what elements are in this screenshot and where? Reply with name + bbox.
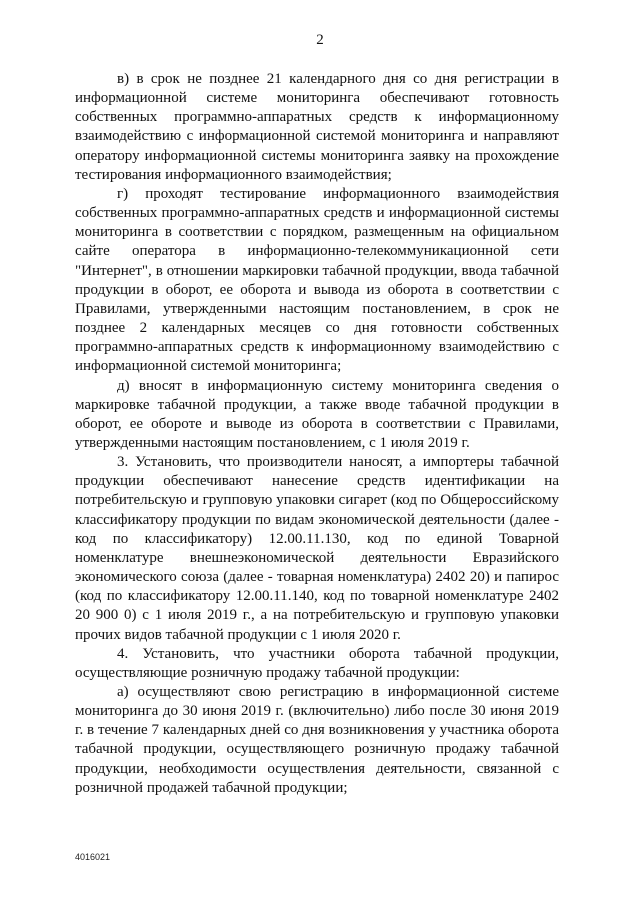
paragraph-g: г) проходят тестирование информационного взаимодействия собственных программно-аппаратных средств и информационной системы мониторинга в соответствии с порядком, размещенным на официальном сайте оператора в информационно-телекоммуникационной сети "Интернет", в отношении маркировки табачной продукции, ввода табачной продукции в оборот, ее оборота и вывода из оборота в соответствии с Правилами, утвержденными настоящим постановлением, в срок не позднее 2 календарных месяцев со дня готовности собственных программно-аппаратных средств к информационному взаимодействию с информационной системой мониторинга;	[75, 185, 559, 375]
page-number: 2	[316, 32, 324, 48]
paragraph-item-4: 4. Установить, что участники оборота табачной продукции, осуществляющие розничную продажу табачной продукции:	[75, 645, 559, 681]
paragraph-v: в) в срок не позднее 21 календарного дня со дня регистрации в информационной системе мониторинга обеспечивают готовность собственных программно-аппаратных средств к информационному взаимодействию с информационной системой мониторинга и направляют оператору информационной системы мониторинга заявку на прохождение тестирования информационного взаимодействия;	[75, 71, 559, 183]
paragraph-a: а) осуществляют свою регистрацию в информационной системе мониторинга до 30 июня 2019 г. (включительно) либо после 30 июня 2019 г. в течение 7 календарных дней со дня возникновения у участника оборота табачной продукции, осуществляющего розничную продажу табачной продукции, необходимости осуществления деятельности, связанной с розничной продажей табачной продукции;	[75, 684, 559, 796]
paragraph-item-3: 3. Установить, что производители наносят, а импортеры табачной продукции обеспечивают нанесение средств идентификации на потребительскую и групповую упаковки сигарет (код по Общероссийскому классификатору продукции по видам экономической деятельности (далее - код по классификатору) 12.00.11.130, код по единой Товарной номенклатуре внешнеэкономической деятельности Евразийского экономического союза (далее - товарная номенклатура) 2402 20) и папирос (код по классификатору 12.00.11.140, код по товарной номенклатуре 2402 20 900 0) с 1 июля 2019 г., а на потребительскую и групповую упаковки прочих видов табачной продукции с 1 июля 2020 г.	[75, 454, 559, 643]
document-code: 4016021	[75, 852, 111, 862]
paragraph-d: д) вносят в информационную систему мониторинга сведения о маркировке табачной продукции, а также вводе табачной продукции в оборот, ее обороте и выводе из оборота в соответствии с Правилами, утвержденными настоящим постановлением, с 1 июля 2019 г.	[75, 377, 559, 451]
document-body	[75, 70, 559, 798]
